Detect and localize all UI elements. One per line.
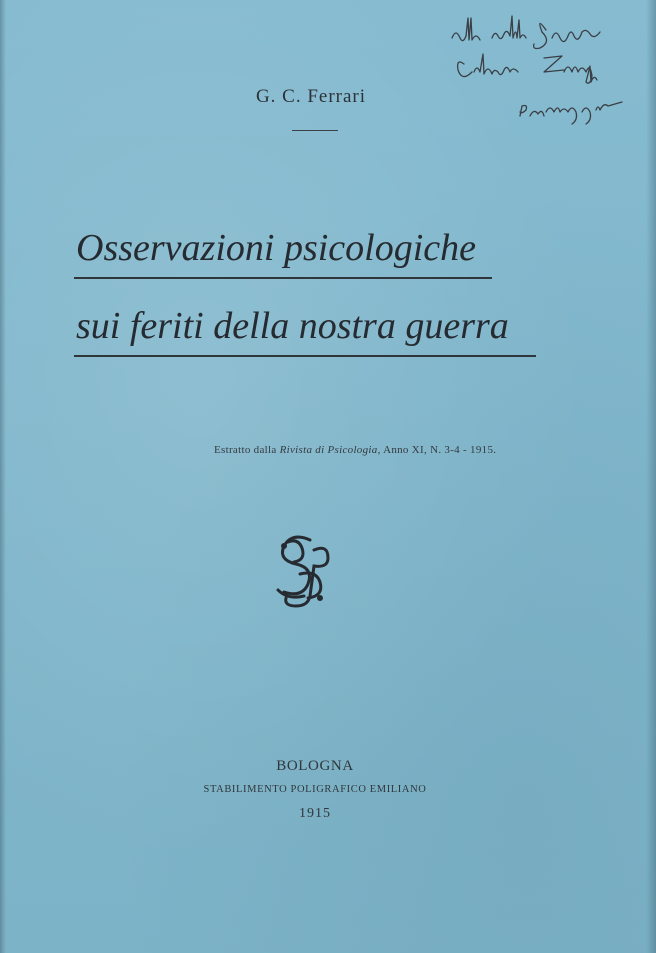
title-line-2: sui feriti della nostra guerra	[76, 305, 509, 347]
publication-year: 1915	[299, 806, 331, 821]
publication-city: BOLOGNA	[276, 758, 354, 774]
cover-left-edge-shadow	[0, 0, 6, 953]
offprint-notice	[214, 444, 496, 456]
printer-name: STABILIMENTO POLIGRAFICO EMILIANO	[203, 784, 427, 795]
title-underline-1	[74, 277, 492, 279]
handwritten-dedication	[440, 8, 650, 138]
offprint-prefix: Estratto dalla	[214, 444, 277, 456]
title-underline-2	[74, 355, 536, 357]
author-divider	[292, 130, 338, 131]
printer-monogram-icon	[270, 530, 338, 610]
offprint-journal: Rivista di Psicologia,	[279, 444, 381, 456]
title-line-1: Osservazioni psicologiche	[76, 227, 477, 269]
author-name: G. C. Ferrari	[255, 86, 367, 107]
offprint-issue: Anno XI, N. 3-4 - 1915.	[383, 444, 497, 456]
cover-right-edge-shadow	[646, 0, 656, 953]
